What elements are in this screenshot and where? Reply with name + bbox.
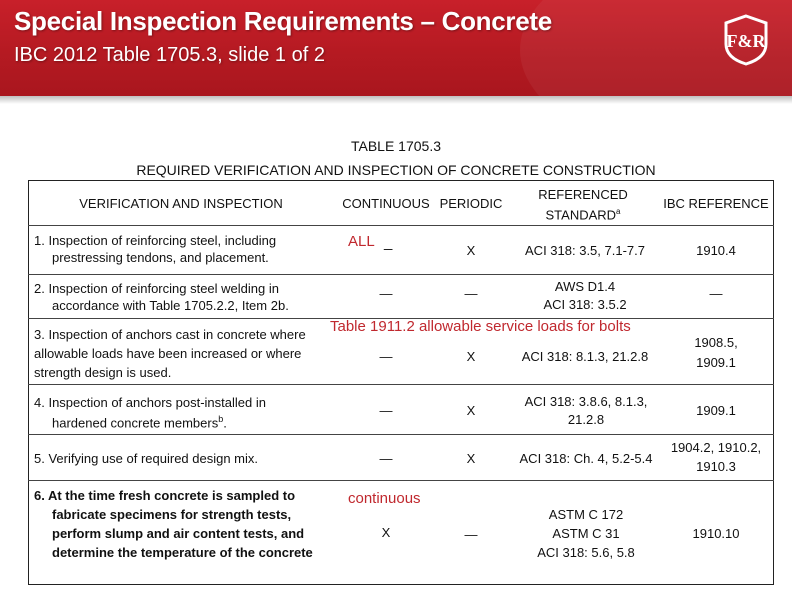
footnote-a: a [616, 207, 621, 216]
row-6-continuous: X [381, 525, 391, 540]
row-2-standard-line-2: ACI 318: 3.5.2 [543, 297, 627, 312]
row-2-item: 2. Inspection of reinforcing steel welding in accordance with Table 1705.2.2, Item 2b. [34, 281, 289, 313]
header-continuous: CONTINUOUS [342, 196, 430, 211]
row-divider [28, 384, 774, 385]
row-3-item: 3. Inspection of anchors cast in concrete where allowable loads have been increased or where strength design is used. [34, 327, 306, 380]
row-4-ibc: 1909.1 [696, 403, 736, 418]
row-6-annotation: continuous [348, 490, 421, 507]
row-1-periodic: X [466, 243, 476, 258]
row-5-ibc-line-2: 1910.3 [696, 459, 736, 474]
row-4-standard-line-1: ACI 318: 3.8.6, 8.1.3, [524, 394, 648, 409]
row-2-continuous: — [379, 286, 393, 301]
row-6-ibc: 1910.10 [692, 526, 740, 541]
row-5-item: 5. Verifying use of required design mix. [34, 451, 259, 466]
row-divider [28, 225, 774, 226]
header-referenced-standard [510, 186, 656, 223]
row-6-item: 6. At the time fresh concrete is sampled to fabricate specimens for strength tests, perform slump and air content tests, and determine the temperature of the concrete [34, 488, 313, 560]
row-4-continuous: — [379, 403, 393, 418]
row-2-standard-line-1: AWS D1.4 [554, 279, 616, 294]
slide-title: Special Inspection Requirements – Concrete [14, 6, 552, 36]
row-6-periodic: — [464, 527, 478, 542]
row-2-ibc: — [709, 286, 723, 301]
header-banner [0, 0, 792, 96]
table-caption: REQUIRED VERIFICATION AND INSPECTION OF CONCRETE CONSTRUCTION [136, 162, 656, 178]
company-logo-icon [722, 14, 770, 66]
row-3-ibc-line-1: 1908.5, [694, 335, 738, 350]
row-6-standard-line-1: ASTM C 172 [548, 507, 624, 522]
row-5-ibc-line-1: 1904.2, 1910.2, [670, 440, 762, 455]
table-title: TABLE 1705.3 [350, 138, 442, 154]
slide-subtitle: IBC 2012 Table 1705.3, slide 1 of 2 [14, 44, 325, 66]
row-1-annotation: ALL [348, 233, 375, 250]
banner-shadow [0, 96, 792, 104]
row-divider [28, 274, 774, 275]
header-ibc-reference: IBC REFERENCE [663, 196, 769, 211]
row-5-periodic: X [466, 451, 476, 466]
row-3-standard: ACI 318: 8.1.3, 21.2.8 [521, 349, 649, 364]
row-3-annotation: Table 1911.2 allowable service loads for bolts [330, 318, 631, 335]
row-4-item-text: 4. Inspection of anchors post-installed in hardened concrete members [34, 395, 266, 431]
row-4-periodic: X [466, 403, 476, 418]
row-1-ibc: 1910.4 [696, 243, 736, 258]
row-3-continuous: — [379, 349, 393, 364]
row-divider [28, 480, 774, 481]
header-verification: VERIFICATION AND INSPECTION [79, 196, 283, 211]
row-3-ibc-line-2: 1909.1 [696, 355, 736, 370]
footnote-b: b [218, 414, 224, 424]
row-1-continuous: _ [384, 234, 393, 251]
row-6-standard-line-3: ACI 318: 5.6, 5.8 [537, 545, 635, 560]
row-5-continuous: — [379, 451, 393, 466]
row-1-item: 1. Inspection of reinforcing steel, including prestressing tendons, and placement. [34, 233, 277, 265]
row-5-standard: ACI 318: Ch. 4, 5.2-5.4 [519, 451, 653, 466]
row-1-standard: ACI 318: 3.5, 7.1-7.7 [525, 243, 645, 258]
row-divider [28, 434, 774, 435]
header-referenced-standard-label: REFERENCED STANDARD [538, 187, 628, 223]
row-3-periodic: X [466, 349, 476, 364]
row-4-item [34, 394, 324, 431]
logo-text: F&R [726, 31, 766, 51]
row-4-item-end: . [223, 415, 227, 431]
row-4-standard-line-2: 21.2.8 [567, 412, 605, 427]
row-2-periodic: — [464, 286, 478, 301]
header-periodic: PERIODIC [439, 196, 503, 211]
row-6-standard-line-2: ASTM C 31 [552, 526, 620, 541]
